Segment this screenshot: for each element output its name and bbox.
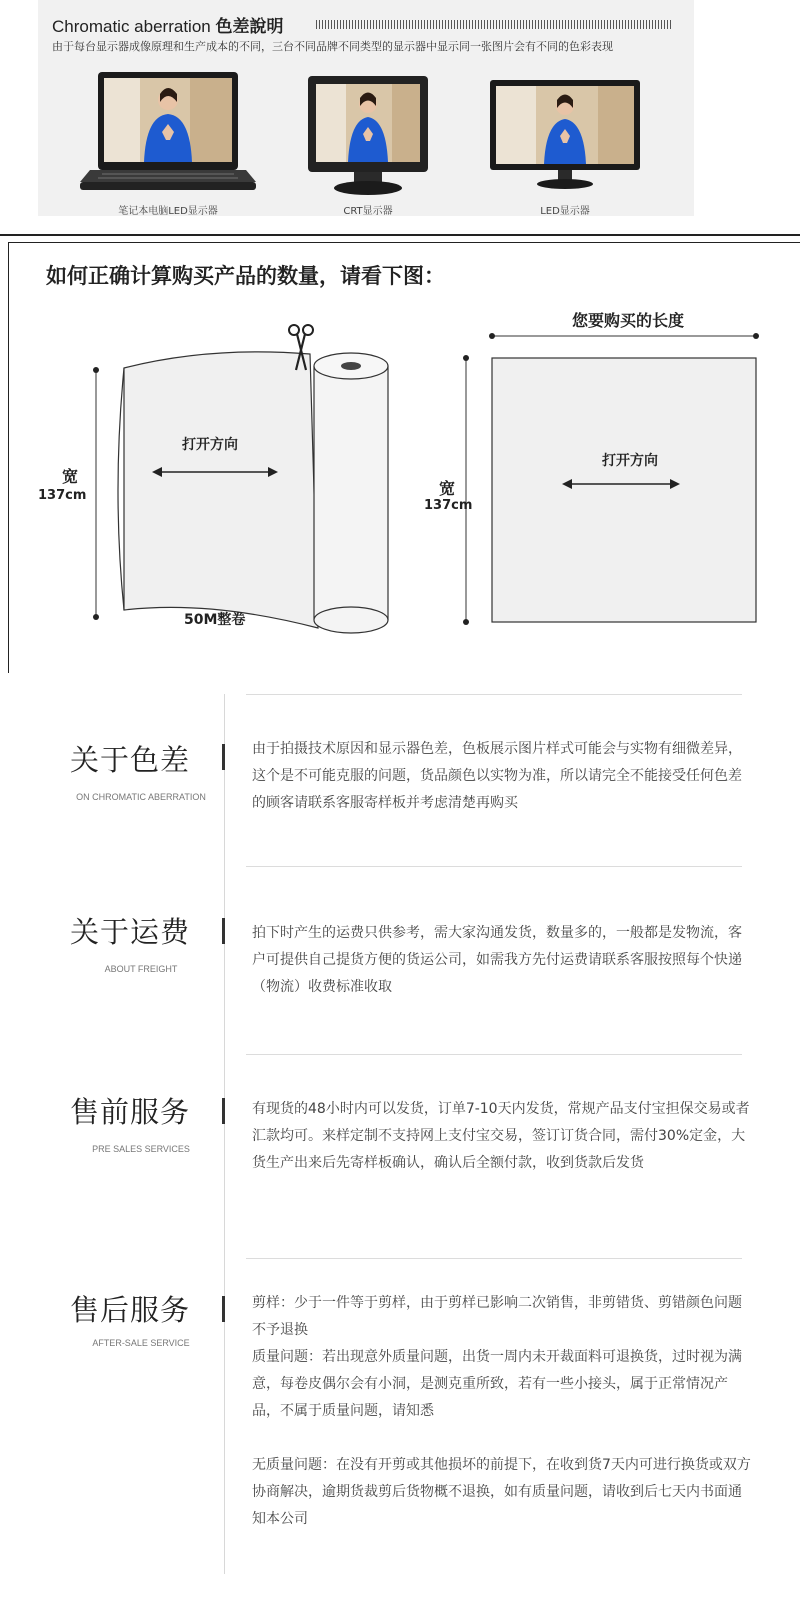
laptop-label: 笔记本电脑LED显示器 bbox=[118, 206, 218, 217]
purchase-length-label: 您要购买的长度 bbox=[572, 311, 685, 330]
length-dimension bbox=[489, 333, 759, 339]
section-subtitle-freight: ABOUT FREIGHT bbox=[104, 964, 178, 974]
fabric-rectangle bbox=[492, 358, 756, 622]
paragraph: 有现货的48小时内可以发货，订单7-10天内发货，常规产品支付宝担保交易或者汇款均可。来样定制不支持网上支付宝交易，签订订货合同，需付30%定金，大货生产出来后先寄样板确认，确认后全额付款，收到货款后发货 bbox=[252, 1101, 750, 1171]
fabric-sheet bbox=[118, 352, 318, 628]
decorative-stripes bbox=[316, 20, 671, 29]
paragraph: 无质量问题：在没有开剪或其他损坏的前提下，在收到货7天内可进行换货或双方协商解决，逾期货裁剪后货物概不退换，如有质量问题，请收到后七天内书面通知本公司 bbox=[252, 1457, 751, 1527]
crt-monitor-icon bbox=[308, 76, 428, 198]
right-width-label: 宽 bbox=[439, 479, 456, 498]
left-direction-label: 打开方向 bbox=[182, 437, 238, 453]
section-subtitle-aftersale: AFTER-SALE SERVICE bbox=[92, 1338, 190, 1348]
roll-length-label: 50M整卷 bbox=[184, 612, 246, 628]
chromatic-aberration-banner bbox=[38, 0, 694, 216]
banner-title-cn: 色差說明 bbox=[215, 17, 284, 36]
right-direction-label: 打开方向 bbox=[602, 453, 658, 469]
diagram-title: 如何正确计算购买产品的数量，请看下图： bbox=[46, 264, 445, 288]
left-width-value: 137cm bbox=[38, 488, 87, 503]
row-divider bbox=[246, 866, 742, 867]
paragraph: 拍下时产生的运费只供参考，需大家沟通发货，数量多的，一般都是发物流，客户可提供自己提货方便的货运公司，如需我方先付运费请联系客服按照每个快递（物流）收费标准收取 bbox=[252, 925, 742, 995]
section-body-presale bbox=[252, 1096, 752, 1177]
left-width-dimension bbox=[93, 367, 99, 620]
paragraph: 由于拍摄技术原因和显示器色差，色板展示图片样式可能会与实物有细微差异，这个是不可能克服的问题，货品颜色以实物为准，所以请完全不能接受任何色差的顾客请联系客服寄样板并考虑清楚再购买 bbox=[252, 741, 742, 811]
row-divider bbox=[246, 1258, 742, 1259]
diagram-drawing bbox=[0, 232, 800, 672]
right-width-value: 137cm bbox=[424, 498, 473, 513]
paragraph: 质量问题：若出现意外质量问题，出货一周内未开裁面料可退换货，过时视为满意，每卷皮偶尔会有小洞，是测克重所致，若有一些小接头，属于正常情况产品，不属于质量问题，请知悉 bbox=[252, 1349, 742, 1419]
led-label: LED显示器 bbox=[540, 206, 590, 217]
section-subtitle-color: ON CHROMATIC ABERRATION bbox=[76, 792, 206, 802]
quantity-diagram bbox=[0, 232, 800, 672]
section-title-freight: 关于运费 bbox=[70, 915, 191, 949]
title-accent-bar bbox=[222, 1296, 225, 1322]
section-body-aftersale bbox=[252, 1290, 752, 1533]
banner-title bbox=[52, 12, 283, 37]
row-divider bbox=[246, 694, 742, 695]
section-title-color: 关于色差 bbox=[70, 743, 191, 777]
section-title-aftersale: 售后服务 bbox=[70, 1293, 191, 1327]
section-subtitle-presale: PRE SALES SERVICES bbox=[92, 1144, 190, 1154]
title-accent-bar bbox=[222, 744, 225, 770]
left-width-label: 宽 bbox=[62, 467, 79, 486]
title-accent-bar bbox=[222, 918, 225, 944]
banner-subtitle: 由于每台显示器成像原理和生产成本的不同，三台不同品牌不同类型的显示器中显示同一张图片会有不同的色彩表现 bbox=[52, 40, 613, 53]
led-monitor-icon bbox=[490, 80, 640, 194]
section-body-freight bbox=[252, 920, 752, 1001]
section-body-color bbox=[252, 736, 752, 817]
fabric-roll bbox=[314, 353, 388, 633]
section-title-presale: 售前服务 bbox=[70, 1095, 191, 1129]
banner-title-en: Chromatic aberration bbox=[52, 17, 211, 36]
paragraph: 剪样：少于一件等于剪样，由于剪样已影响二次销售，非剪错货、剪错颜色问题不予退换 bbox=[252, 1295, 742, 1338]
crt-label: CRT显示器 bbox=[343, 206, 393, 217]
vertical-divider bbox=[224, 694, 225, 1574]
laptop-icon bbox=[80, 72, 256, 196]
title-accent-bar bbox=[222, 1098, 225, 1124]
row-divider bbox=[246, 1054, 742, 1055]
right-width-dimension bbox=[463, 355, 469, 625]
